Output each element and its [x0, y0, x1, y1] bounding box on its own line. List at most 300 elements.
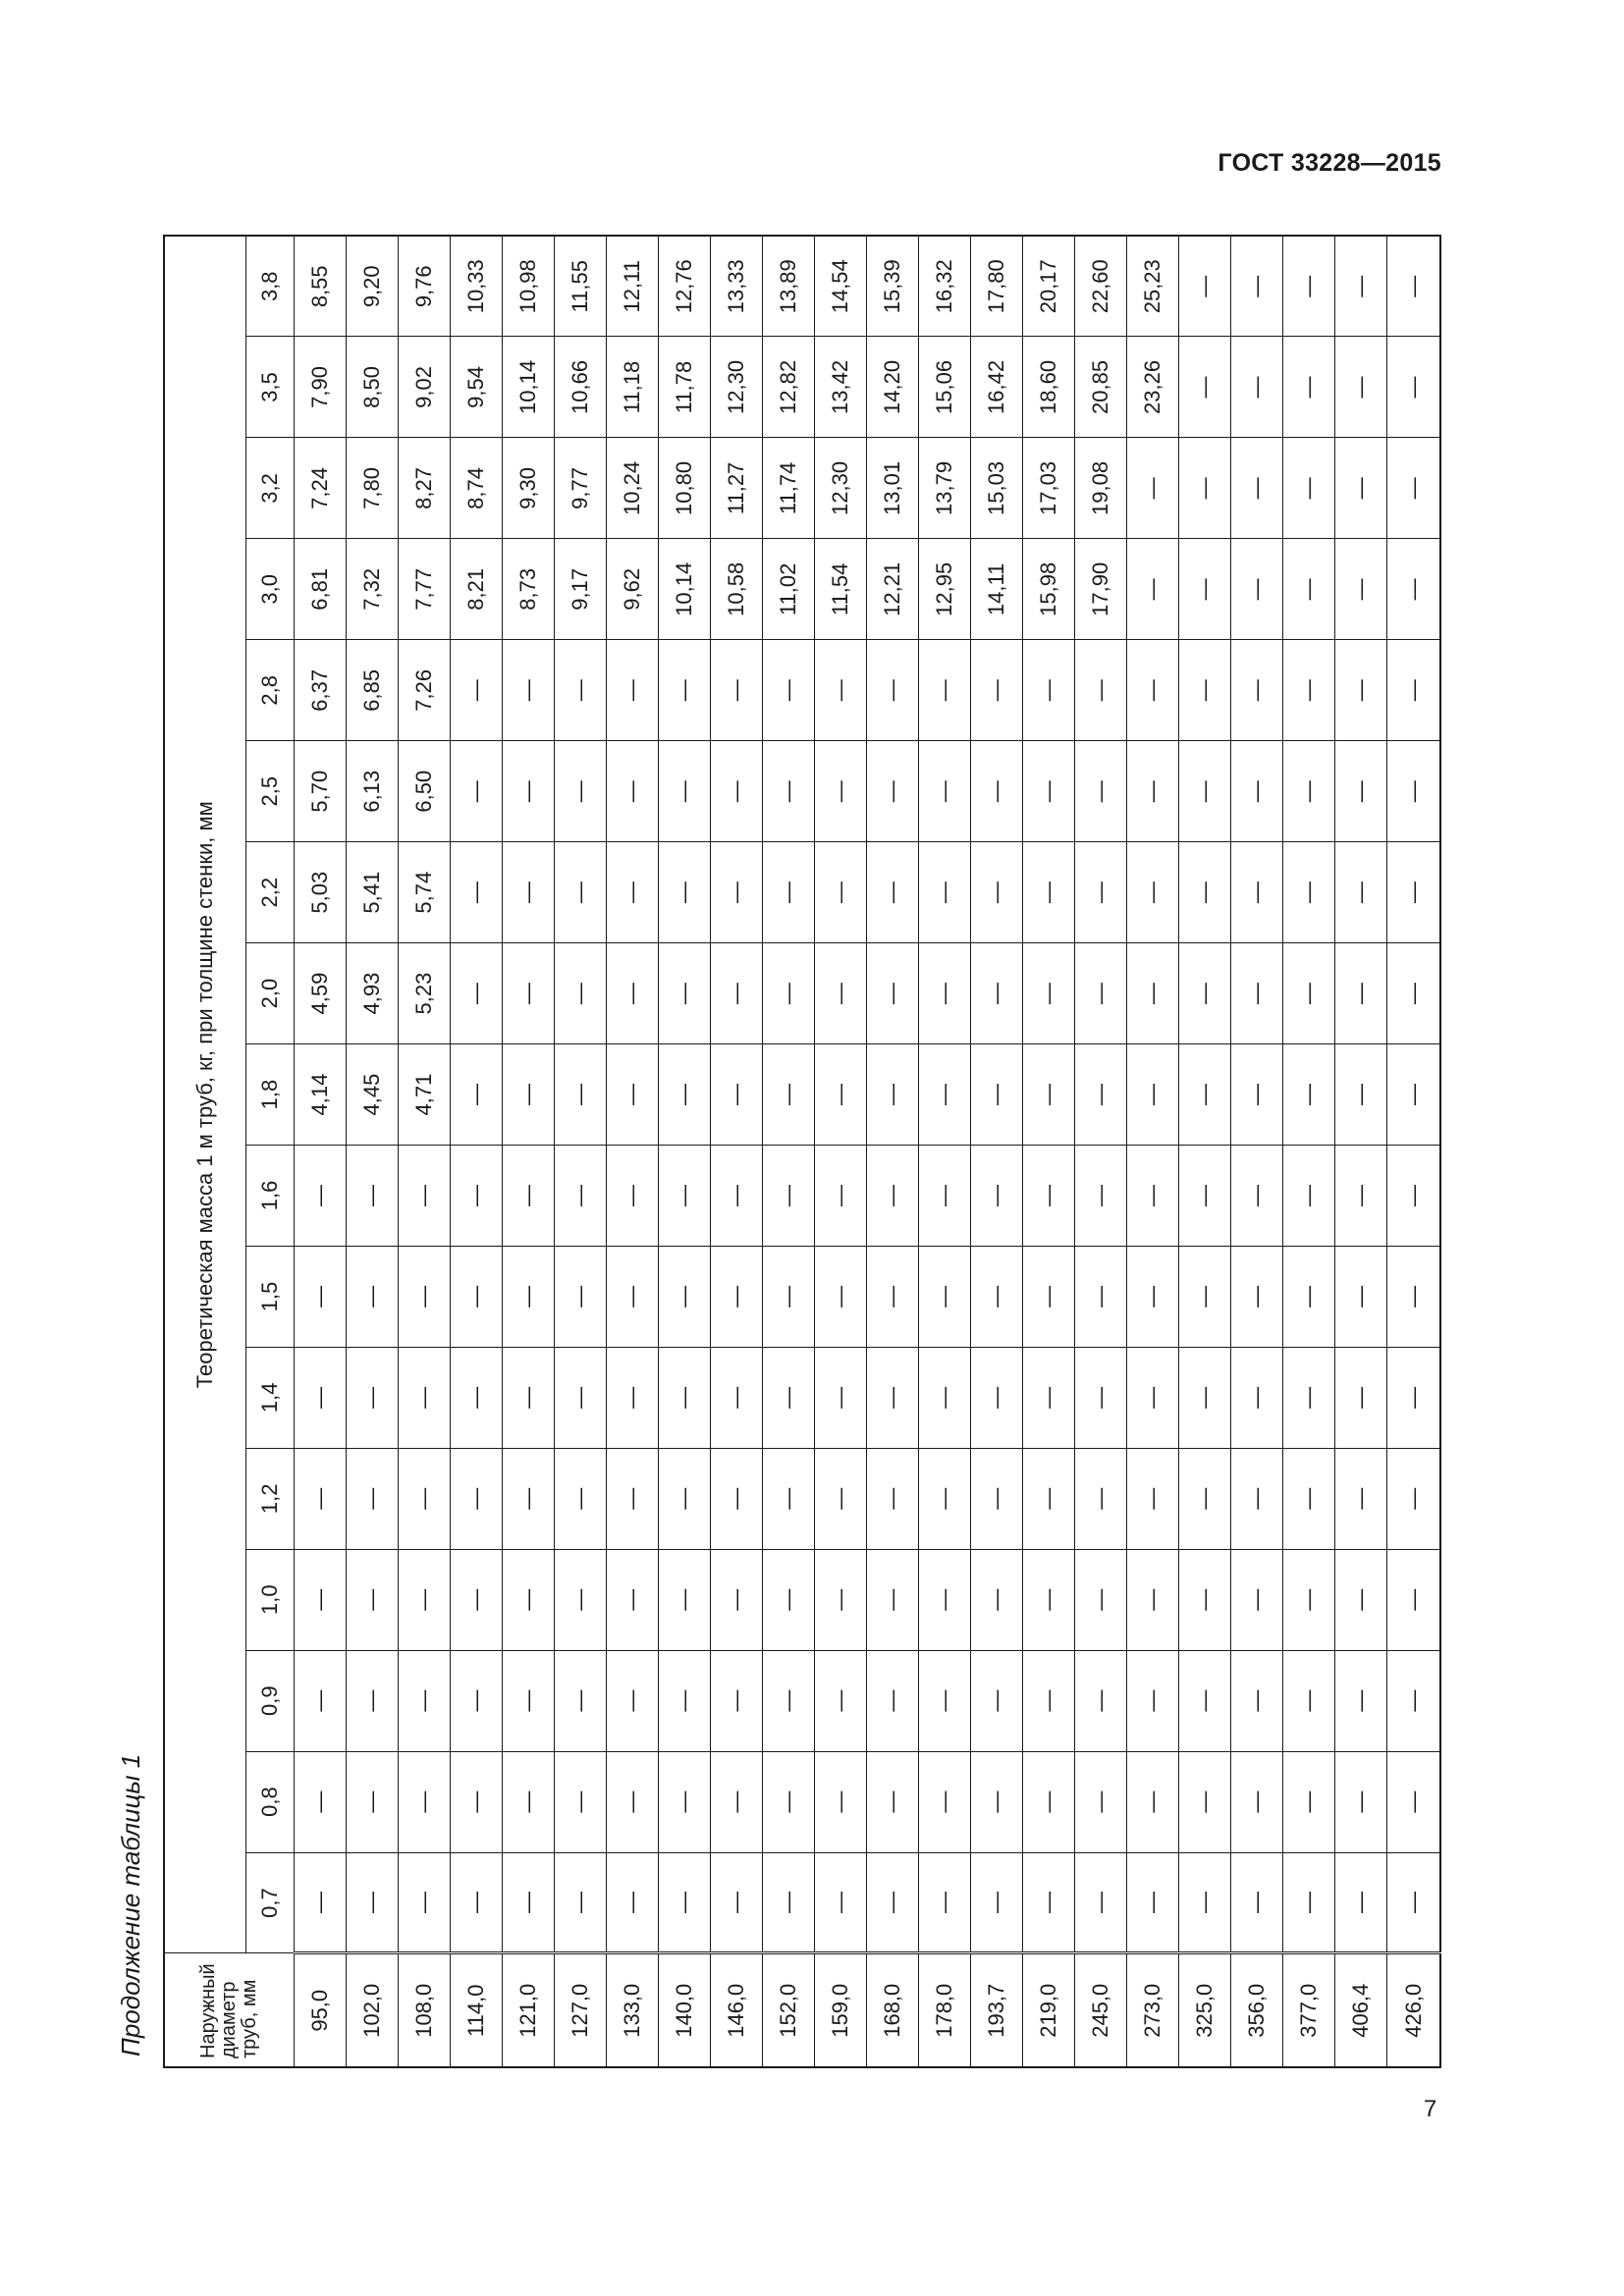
- mass-cell: —: [1231, 337, 1283, 438]
- mass-cell: —: [659, 1246, 711, 1347]
- mass-cell: —: [1335, 539, 1387, 640]
- mass-cell: —: [1231, 1146, 1283, 1247]
- mass-cell: —: [503, 943, 555, 1044]
- mass-cell: —: [1127, 1852, 1179, 1953]
- mass-cell: —: [919, 842, 971, 943]
- mass-cell: 11,54: [815, 539, 867, 640]
- mass-cell: —: [659, 842, 711, 943]
- mass-cell: —: [919, 1044, 971, 1146]
- mass-cell: 18,60: [1023, 337, 1075, 438]
- mass-cell: —: [867, 842, 919, 943]
- mass-cell: —: [815, 741, 867, 842]
- diameter-cell: 133,0: [607, 1953, 659, 2067]
- mass-cell: —: [451, 1448, 503, 1549]
- mass-cell: —: [1231, 1650, 1283, 1751]
- mass-cell: —: [971, 741, 1023, 842]
- mass-cell: —: [1231, 1852, 1283, 1953]
- mass-cell: —: [815, 1751, 867, 1852]
- mass-cell: —: [1075, 842, 1127, 943]
- mass-cell: —: [763, 1549, 815, 1650]
- mass-cell: —: [815, 1549, 867, 1650]
- mass-cell: —: [1179, 1044, 1231, 1146]
- mass-cell: —: [1283, 1751, 1335, 1852]
- mass-cell: —: [763, 640, 815, 741]
- mass-cell: —: [1387, 1246, 1440, 1347]
- mass-cell: —: [555, 1246, 607, 1347]
- mass-cell: 14,54: [815, 236, 867, 337]
- diameter-cell: 127,0: [555, 1953, 607, 2067]
- mass-cell: 7,24: [295, 438, 347, 539]
- mass-cell: —: [347, 1549, 399, 1650]
- mass-cell: —: [1231, 943, 1283, 1044]
- mass-cell: —: [503, 1246, 555, 1347]
- mass-cell: —: [867, 741, 919, 842]
- diameter-cell: 152,0: [763, 1953, 815, 2067]
- mass-cell: 5,41: [347, 842, 399, 943]
- mass-cell: —: [1179, 1448, 1231, 1549]
- mass-cell: —: [815, 1448, 867, 1549]
- mass-cell: —: [659, 1146, 711, 1247]
- mass-cell: —: [867, 1650, 919, 1751]
- mass-cell: —: [1023, 1852, 1075, 1953]
- mass-cell: —: [295, 1448, 347, 1549]
- mass-cell: —: [1387, 1549, 1440, 1650]
- thickness-header: 2,2: [246, 842, 295, 943]
- mass-cell: —: [607, 1146, 659, 1247]
- mass-cell: —: [399, 1549, 451, 1650]
- mass-cell: —: [295, 1549, 347, 1650]
- mass-cell: —: [1231, 640, 1283, 741]
- mass-cell: —: [1283, 1347, 1335, 1448]
- mass-cell: —: [659, 1549, 711, 1650]
- mass-cell: —: [1231, 539, 1283, 640]
- mass-cell: —: [503, 1347, 555, 1448]
- mass-cell: —: [607, 1650, 659, 1751]
- mass-cell: —: [971, 1852, 1023, 1953]
- diameter-cell: 356,0: [1231, 1953, 1283, 2067]
- mass-cell: —: [971, 1146, 1023, 1247]
- mass-cell: —: [763, 1146, 815, 1247]
- mass-cell: —: [919, 640, 971, 741]
- mass-cell: —: [711, 842, 763, 943]
- mass-cell: —: [711, 1751, 763, 1852]
- mass-cell: —: [1179, 1852, 1231, 1953]
- mass-cell: —: [451, 1751, 503, 1852]
- mass-cell: —: [1023, 1650, 1075, 1751]
- thickness-header: 0,9: [246, 1650, 295, 1751]
- mass-cell: —: [503, 1549, 555, 1650]
- mass-cell: —: [555, 1852, 607, 1953]
- mass-cell: —: [763, 1650, 815, 1751]
- mass-cell: —: [503, 1448, 555, 1549]
- mass-cell: —: [1127, 1650, 1179, 1751]
- mass-cell: 10,14: [659, 539, 711, 640]
- mass-cell: —: [451, 640, 503, 741]
- header-row-main: [164, 236, 246, 2067]
- mass-cell: —: [659, 1347, 711, 1448]
- mass-cell: —: [1023, 1549, 1075, 1650]
- mass-cell: 5,70: [295, 741, 347, 842]
- mass-cell: —: [1179, 1549, 1231, 1650]
- mass-cell: —: [555, 1751, 607, 1852]
- diameter-cell: 273,0: [1127, 1953, 1179, 2067]
- mass-cell: —: [1023, 741, 1075, 842]
- thickness-header: 1,5: [246, 1246, 295, 1347]
- mass-cell: —: [295, 1650, 347, 1751]
- mass-cell: —: [1127, 1448, 1179, 1549]
- mass-cell: —: [1335, 1246, 1387, 1347]
- mass-cell: —: [347, 1246, 399, 1347]
- mass-cell: —: [1387, 1347, 1440, 1448]
- thickness-header: 3,2: [246, 438, 295, 539]
- mass-cell: 15,06: [919, 337, 971, 438]
- diameter-column-header: Наружный диаметр труб, мм: [164, 1953, 295, 2067]
- mass-cell: 5,03: [295, 842, 347, 943]
- mass-cell: —: [815, 1650, 867, 1751]
- mass-cell: 9,77: [555, 438, 607, 539]
- mass-cell: —: [1335, 842, 1387, 943]
- mass-cell: —: [1335, 1448, 1387, 1549]
- mass-column-group-header: Теоретическая масса 1 м труб, кг, при толщине стенки, мм: [164, 236, 246, 1953]
- mass-cell: —: [555, 1044, 607, 1146]
- mass-cell: —: [1127, 539, 1179, 640]
- mass-cell: —: [399, 1448, 451, 1549]
- mass-cell: —: [867, 1852, 919, 1953]
- table-row: [1127, 236, 1179, 2067]
- mass-cell: 7,80: [347, 438, 399, 539]
- mass-cell: —: [555, 1448, 607, 1549]
- mass-cell: 7,32: [347, 539, 399, 640]
- mass-cell: 10,14: [503, 337, 555, 438]
- mass-cell: 13,33: [711, 236, 763, 337]
- table-container: [163, 235, 1441, 2068]
- mass-cell: —: [711, 1246, 763, 1347]
- mass-cell: —: [1127, 1347, 1179, 1448]
- mass-cell: —: [1283, 1448, 1335, 1549]
- mass-cell: 11,78: [659, 337, 711, 438]
- mass-cell: —: [763, 1751, 815, 1852]
- mass-cell: —: [1023, 1347, 1075, 1448]
- mass-cell: —: [1283, 1146, 1335, 1247]
- mass-cell: —: [1283, 640, 1335, 741]
- mass-cell: 12,30: [815, 438, 867, 539]
- mass-cell: —: [659, 943, 711, 1044]
- table-row: [711, 236, 763, 2067]
- mass-cell: —: [607, 640, 659, 741]
- mass-cell: —: [347, 1146, 399, 1247]
- table-row: [399, 236, 451, 2067]
- mass-cell: 17,03: [1023, 438, 1075, 539]
- mass-cell: 6,50: [399, 741, 451, 842]
- diameter-cell: 406,4: [1335, 1953, 1387, 2067]
- mass-cell: —: [1387, 1852, 1440, 1953]
- diameter-cell: 146,0: [711, 1953, 763, 2067]
- mass-cell: —: [919, 1246, 971, 1347]
- mass-cell: —: [503, 842, 555, 943]
- mass-cell: 12,30: [711, 337, 763, 438]
- mass-cell: —: [1179, 1347, 1231, 1448]
- mass-cell: 4,93: [347, 943, 399, 1044]
- mass-cell: 13,79: [919, 438, 971, 539]
- mass-cell: —: [1283, 236, 1335, 337]
- mass-cell: —: [815, 842, 867, 943]
- mass-cell: —: [1231, 1751, 1283, 1852]
- mass-cell: —: [1127, 741, 1179, 842]
- mass-cell: —: [711, 1044, 763, 1146]
- mass-cell: —: [1335, 236, 1387, 337]
- mass-cell: 7,90: [295, 337, 347, 438]
- mass-cell: 8,21: [451, 539, 503, 640]
- mass-cell: —: [1231, 1448, 1283, 1549]
- mass-cell: 25,23: [1127, 236, 1179, 337]
- mass-cell: —: [1231, 1347, 1283, 1448]
- mass-cell: —: [1335, 1146, 1387, 1247]
- mass-cell: 8,55: [295, 236, 347, 337]
- mass-cell: —: [1283, 539, 1335, 640]
- table-row: [971, 236, 1023, 2067]
- mass-cell: —: [1335, 741, 1387, 842]
- mass-cell: —: [1387, 943, 1440, 1044]
- thickness-header: 1,4: [246, 1347, 295, 1448]
- mass-cell: 6,13: [347, 741, 399, 842]
- mass-cell: —: [1075, 640, 1127, 741]
- mass-cell: —: [815, 1347, 867, 1448]
- mass-cell: —: [607, 741, 659, 842]
- mass-cell: —: [1283, 741, 1335, 842]
- mass-cell: —: [711, 1448, 763, 1549]
- mass-cell: 23,26: [1127, 337, 1179, 438]
- mass-cell: —: [555, 842, 607, 943]
- mass-cell: 6,85: [347, 640, 399, 741]
- mass-cell: —: [295, 1347, 347, 1448]
- mass-cell: —: [815, 640, 867, 741]
- mass-cell: 9,54: [451, 337, 503, 438]
- mass-cell: —: [711, 1347, 763, 1448]
- table-row: [451, 236, 503, 2067]
- mass-cell: —: [451, 1246, 503, 1347]
- mass-cell: —: [1179, 438, 1231, 539]
- mass-cell: —: [919, 1751, 971, 1852]
- mass-cell: —: [1127, 1549, 1179, 1650]
- mass-cell: —: [451, 1044, 503, 1146]
- mass-cell: —: [659, 1448, 711, 1549]
- mass-cell: 11,18: [607, 337, 659, 438]
- mass-cell: —: [1075, 741, 1127, 842]
- mass-cell: —: [919, 1347, 971, 1448]
- document-code: ГОСТ 33228—2015: [1218, 149, 1441, 177]
- mass-cell: —: [1231, 236, 1283, 337]
- mass-cell: 9,20: [347, 236, 399, 337]
- mass-cell: —: [1231, 1044, 1283, 1146]
- mass-cell: —: [1023, 1044, 1075, 1146]
- table-row: [347, 236, 399, 2067]
- mass-cell: —: [607, 1246, 659, 1347]
- mass-cell: —: [555, 1650, 607, 1751]
- mass-cell: —: [399, 1751, 451, 1852]
- table-caption: Продолжение таблицы 1: [116, 1753, 145, 2056]
- table-row: [1075, 236, 1127, 2067]
- mass-cell: —: [1387, 236, 1440, 337]
- diameter-cell: 245,0: [1075, 1953, 1127, 2067]
- mass-cell: —: [1127, 640, 1179, 741]
- mass-cell: 13,42: [815, 337, 867, 438]
- table-body: [295, 236, 1441, 2067]
- mass-cell: 8,73: [503, 539, 555, 640]
- mass-cell: —: [607, 943, 659, 1044]
- thickness-header: 2,0: [246, 943, 295, 1044]
- mass-cell: —: [1179, 1146, 1231, 1247]
- mass-cell: —: [1179, 842, 1231, 943]
- mass-cell: —: [607, 1448, 659, 1549]
- mass-cell: —: [1127, 1246, 1179, 1347]
- mass-cell: —: [1335, 1347, 1387, 1448]
- mass-cell: —: [347, 1448, 399, 1549]
- mass-cell: —: [763, 1347, 815, 1448]
- mass-cell: —: [763, 842, 815, 943]
- mass-cell: 9,30: [503, 438, 555, 539]
- mass-cell: —: [451, 1146, 503, 1247]
- mass-cell: —: [971, 640, 1023, 741]
- table-row: [1283, 236, 1335, 2067]
- mass-cell: —: [555, 640, 607, 741]
- diameter-cell: 108,0: [399, 1953, 451, 2067]
- table-row: [815, 236, 867, 2067]
- mass-cell: —: [711, 1146, 763, 1247]
- mass-cell: 4,45: [347, 1044, 399, 1146]
- mass-cell: —: [1179, 1650, 1231, 1751]
- mass-cell: —: [1335, 640, 1387, 741]
- mass-cell: —: [399, 1347, 451, 1448]
- mass-cell: —: [1075, 1751, 1127, 1852]
- mass-cell: —: [1179, 943, 1231, 1044]
- mass-cell: 12,82: [763, 337, 815, 438]
- mass-cell: —: [1231, 438, 1283, 539]
- mass-cell: —: [815, 1044, 867, 1146]
- mass-cell: —: [1335, 1852, 1387, 1953]
- mass-cell: —: [1387, 1650, 1440, 1751]
- mass-cell: —: [1179, 539, 1231, 640]
- mass-cell: 9,76: [399, 236, 451, 337]
- mass-cell: —: [919, 1549, 971, 1650]
- diameter-cell: 95,0: [295, 1953, 347, 2067]
- mass-cell: —: [1023, 1146, 1075, 1247]
- mass-cell: —: [1075, 1549, 1127, 1650]
- mass-cell: —: [1075, 943, 1127, 1044]
- mass-cell: —: [607, 1751, 659, 1852]
- mass-cell: —: [763, 741, 815, 842]
- mass-cell: —: [1231, 842, 1283, 943]
- mass-cell: 8,74: [451, 438, 503, 539]
- mass-cell: —: [1387, 640, 1440, 741]
- mass-cell: —: [295, 1852, 347, 1953]
- mass-cell: —: [451, 1852, 503, 1953]
- mass-cell: —: [1387, 438, 1440, 539]
- mass-cell: —: [503, 1650, 555, 1751]
- mass-cell: —: [347, 1751, 399, 1852]
- thickness-header: 2,5: [246, 741, 295, 842]
- table-row: [607, 236, 659, 2067]
- mass-cell: —: [919, 1448, 971, 1549]
- mass-cell: —: [919, 741, 971, 842]
- thickness-header: 1,6: [246, 1146, 295, 1247]
- mass-cell: —: [399, 1146, 451, 1247]
- mass-cell: 5,74: [399, 842, 451, 943]
- mass-cell: —: [971, 1246, 1023, 1347]
- mass-cell: —: [815, 1246, 867, 1347]
- table-row: [1387, 236, 1440, 2067]
- mass-cell: —: [919, 1146, 971, 1247]
- mass-cell: —: [971, 842, 1023, 943]
- thickness-header: 0,8: [246, 1751, 295, 1852]
- mass-cell: —: [1179, 1751, 1231, 1852]
- mass-cell: —: [867, 1448, 919, 1549]
- mass-cell: 6,81: [295, 539, 347, 640]
- mass-cell: —: [1127, 438, 1179, 539]
- mass-cell: —: [1387, 539, 1440, 640]
- mass-cell: —: [1387, 741, 1440, 842]
- mass-cell: —: [1283, 1852, 1335, 1953]
- mass-cell: —: [1387, 1448, 1440, 1549]
- mass-cell: 19,08: [1075, 438, 1127, 539]
- mass-cell: 10,80: [659, 438, 711, 539]
- mass-cell: —: [919, 1852, 971, 1953]
- mass-cell: —: [1335, 943, 1387, 1044]
- mass-cell: —: [1335, 438, 1387, 539]
- mass-cell: —: [1283, 1549, 1335, 1650]
- mass-cell: —: [503, 1852, 555, 1953]
- mass-cell: —: [1023, 943, 1075, 1044]
- mass-cell: —: [1023, 1246, 1075, 1347]
- mass-cell: —: [815, 943, 867, 1044]
- mass-cell: —: [1335, 1044, 1387, 1146]
- mass-cell: —: [555, 741, 607, 842]
- diameter-cell: 121,0: [503, 1953, 555, 2067]
- mass-cell: —: [1075, 1448, 1127, 1549]
- mass-cell: —: [1023, 640, 1075, 741]
- mass-cell: —: [1075, 1347, 1127, 1448]
- mass-cell: 6,37: [295, 640, 347, 741]
- table-row: [1231, 236, 1283, 2067]
- mass-cell: 8,50: [347, 337, 399, 438]
- mass-cell: 11,02: [763, 539, 815, 640]
- mass-cell: —: [711, 640, 763, 741]
- mass-cell: —: [867, 1146, 919, 1247]
- thickness-header: 2,8: [246, 640, 295, 741]
- mass-cell: —: [1075, 1044, 1127, 1146]
- mass-cell: —: [1179, 741, 1231, 842]
- diameter-cell: 325,0: [1179, 1953, 1231, 2067]
- mass-cell: 15,39: [867, 236, 919, 337]
- mass-cell: —: [1283, 842, 1335, 943]
- mass-cell: —: [1387, 337, 1440, 438]
- mass-cell: —: [1231, 1549, 1283, 1650]
- mass-cell: —: [1179, 640, 1231, 741]
- mass-cell: —: [1231, 741, 1283, 842]
- mass-cell: —: [1283, 943, 1335, 1044]
- mass-cell: 12,95: [919, 539, 971, 640]
- table-row: [763, 236, 815, 2067]
- mass-cell: —: [503, 1044, 555, 1146]
- mass-cell: —: [763, 1246, 815, 1347]
- thickness-header: 3,0: [246, 539, 295, 640]
- mass-cell: 8,27: [399, 438, 451, 539]
- mass-cell: —: [711, 943, 763, 1044]
- mass-cell: —: [659, 1852, 711, 1953]
- mass-cell: —: [971, 1448, 1023, 1549]
- mass-cell: —: [503, 1751, 555, 1852]
- mass-cell: —: [763, 943, 815, 1044]
- diameter-cell: 102,0: [347, 1953, 399, 2067]
